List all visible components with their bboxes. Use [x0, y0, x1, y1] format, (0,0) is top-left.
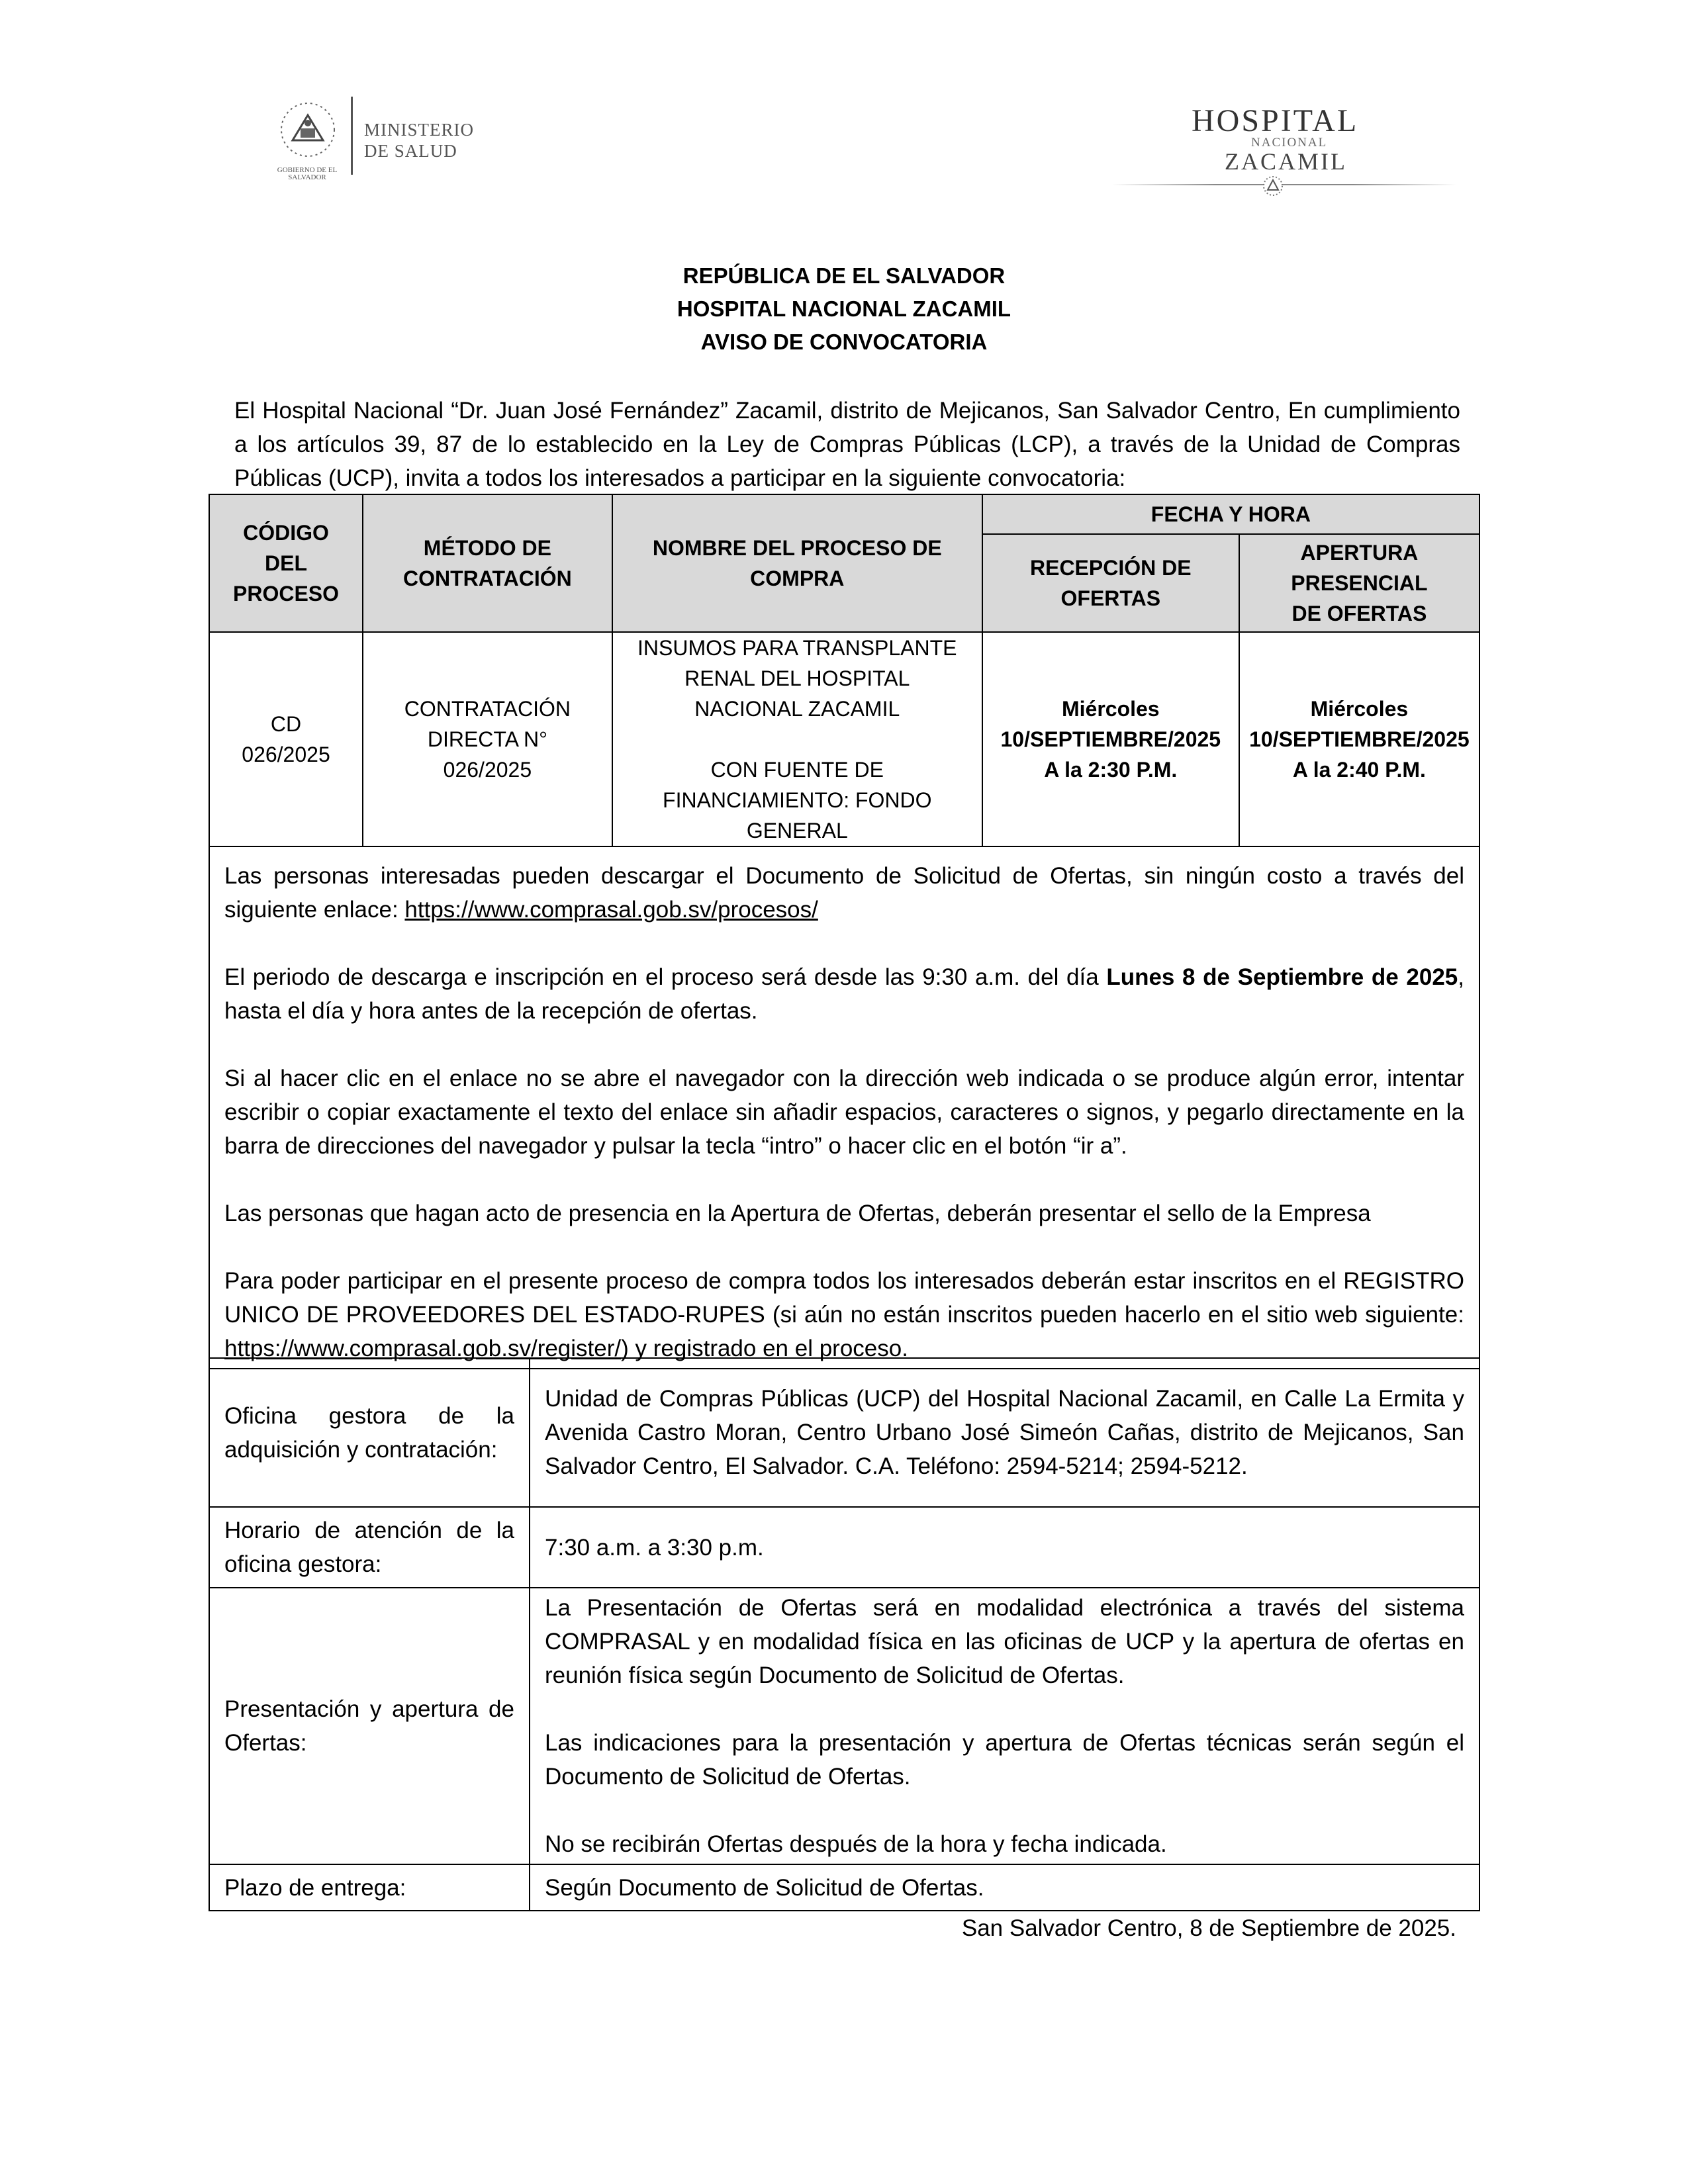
cell-apertura: [1239, 632, 1479, 846]
cell-codigo: [209, 632, 363, 846]
heading-line3: AVISO DE CONVOCATORIA: [700, 330, 988, 354]
header-codigo: [209, 494, 363, 632]
cell-nombre: [612, 632, 982, 846]
period-paragraph: [224, 960, 1464, 1028]
header-fecha-hora: [982, 494, 1479, 534]
details-table: [209, 1357, 1480, 1911]
heading-line2: HOSPITAL NACIONAL ZACAMIL: [677, 296, 1011, 321]
hospital-logo-line2: NACIONAL: [1251, 136, 1328, 150]
header-metodo-text: MÉTODO DE CONTRATACIÓN: [403, 536, 572, 590]
process-code: CD 026/2025: [242, 712, 330, 766]
heading-line1: REPÚBLICA DE EL SALVADOR: [682, 263, 1006, 288]
rupes-tail: ) y registrado en el proceso.: [621, 1336, 908, 1361]
apertura-date: 10/SEPTIEMBRE/2025: [1249, 727, 1470, 751]
header-recepcion: [982, 534, 1239, 632]
ministry-name-line2: DE SALUD: [364, 141, 457, 161]
intro-paragraph: El Hospital Nacional “Dr. Juan José Fernández” Zacamil, distrito de Mejicanos, San Salvador Centro, En cumplimiento a los artículos 39, 87 de lo establecido en la Ley de Compras Públicas (LCP), a través de la Unidad de Compras Públicas (UCP), invita a todos los interesados a participar en la siguiente convocatoria:: [234, 398, 1460, 491]
hospital-logo-line1: HOSPITAL: [1192, 103, 1359, 138]
procesos-link[interactable]: https://www.comprasal.gob.sv/procesos/: [404, 897, 818, 923]
plazo-label: Plazo de entrega:: [209, 1864, 530, 1911]
recepcion-time: A la 2:30 P.M.: [1044, 758, 1178, 782]
seal-paragraph: Las personas que hagan acto de presencia en la Apertura de Ofertas, deberán presentar el sello de la Empresa: [224, 1201, 1371, 1226]
presentacion-p2: Las indicaciones para la presentación y apertura de Ofertas técnicas serán según el Documento de Solicitud de Ofertas.: [545, 1730, 1464, 1790]
apertura-day: Miércoles: [1310, 697, 1409, 721]
header-fecha-hora-text: FECHA Y HORA: [1150, 502, 1311, 526]
header-codigo-text: CÓDIGO DEL PROCESO: [232, 521, 340, 606]
document-heading: [199, 259, 1489, 359]
header-apertura-text: APERTURA PRESENCIAL DE OFERTAS: [1291, 541, 1428, 625]
header-nombre: [612, 494, 982, 632]
ministry-name-line1: MINISTERIO: [364, 120, 474, 140]
process-table: [209, 494, 1480, 1369]
date-footer: San Salvador Centro, 8 de Septiembre de 2025.: [961, 1915, 1456, 1941]
rupes-text: Para poder participar en el presente proceso de compra todos los interesados deberán estar inscritos en el REGISTRO UNICO DE PROVEEDORES DEL ESTADO-RUPES (si aún no están inscritos pueden hacerlo en el sitio web siguiente:: [224, 1268, 1464, 1328]
hospital-logo: [1112, 103, 1456, 208]
presentacion-value: [530, 1588, 1479, 1864]
header-metodo: [363, 494, 612, 632]
process-method: CONTRATACIÓN DIRECTA N° 026/2025: [404, 697, 571, 782]
ministry-logo: [271, 93, 510, 182]
header-recepcion-text: RECEPCIÓN DE OFERTAS: [1029, 556, 1192, 610]
ministry-name: [364, 119, 474, 161]
presentacion-p3: No se recibirán Ofertas después de la hora y fecha indicada.: [545, 1831, 1167, 1857]
logo-divider: [351, 97, 353, 175]
recepcion-date: 10/SEPTIEMBRE/2025: [1000, 727, 1221, 751]
oficina-label: Oficina gestora de la adquisición y contratación:: [209, 1358, 530, 1507]
presentacion-p1: La Presentación de Ofertas será en modalidad electrónica a través del sistema COMPRASAL y en modalidad física en las oficinas de UCP y la apertura de ofertas en reunión física según Documento de Solicitud de Ofertas.: [545, 1595, 1464, 1688]
link-help-paragraph: Si al hacer clic en el enlace no se abre el navegador con la dirección web indicada o se produce algún error, intentar escribir o copiar exactamente el texto del enlace sin añadir espacios, caracteres o signos, y pegarlo directamente en la barra de direcciones del navegador y pulsar la tecla “intro” o hacer clic en el botón “ir a”.: [224, 1066, 1464, 1159]
recepcion-day: Miércoles: [1061, 697, 1160, 721]
download-paragraph: [224, 859, 1464, 927]
horario-label: Horario de atención de la oficina gestora:: [209, 1507, 530, 1588]
hospital-seal-icon: [1261, 174, 1285, 198]
apertura-time: A la 2:40 P.M.: [1292, 758, 1426, 782]
plazo-value: Según Documento de Solicitud de Ofertas.: [530, 1864, 1479, 1911]
oficina-value: Unidad de Compras Públicas (UCP) del Hospital Nacional Zacamil, en Calle La Ermita y Avenida Castro Moran, Centro Urbano José Simeón Cañas, distrito de Mejicanos, San Salvador Centro, El Salvador. C.A. Teléfono: 2594-5214; 2594-5212.: [530, 1358, 1479, 1507]
seal-caption: GOBIERNO DE EL SALVADOR: [277, 166, 338, 181]
header-apertura: [1239, 534, 1479, 632]
period-tail: , hasta el día y hora antes de la recepción de ofertas.: [224, 964, 1464, 1024]
cell-metodo: [363, 632, 612, 846]
process-funding: CON FUENTE DE FINANCIAMIENTO: FONDO GENERAL: [663, 758, 932, 842]
rupes-paragraph: [224, 1264, 1464, 1365]
process-name: INSUMOS PARA TRANSPLANTE RENAL DEL HOSPITAL NACIONAL ZACAMIL: [637, 636, 957, 721]
header-nombre-text: NOMBRE DEL PROCESO DE COMPRA: [652, 536, 942, 590]
period-date: Lunes 8 de Septiembre de 2025: [1106, 964, 1458, 990]
hospital-logo-line3: ZACAMIL: [1225, 148, 1347, 175]
presentacion-label: Presentación y apertura de Ofertas:: [209, 1588, 530, 1864]
horario-value: 7:30 a.m. a 3:30 p.m.: [530, 1507, 1479, 1588]
national-seal-icon: [271, 97, 344, 169]
info-cell: [209, 846, 1479, 1369]
cell-recepcion: [982, 632, 1239, 846]
period-text: El periodo de descarga e inscripción en el proceso será desde las 9:30 a.m. del día: [224, 964, 1107, 990]
register-link[interactable]: https://www.comprasal.gob.sv/register/: [224, 1336, 622, 1361]
download-text: Las personas interesadas pueden descargar el Documento de Solicitud de Ofertas, sin ningún costo a través del siguiente enlace:: [224, 863, 1464, 923]
